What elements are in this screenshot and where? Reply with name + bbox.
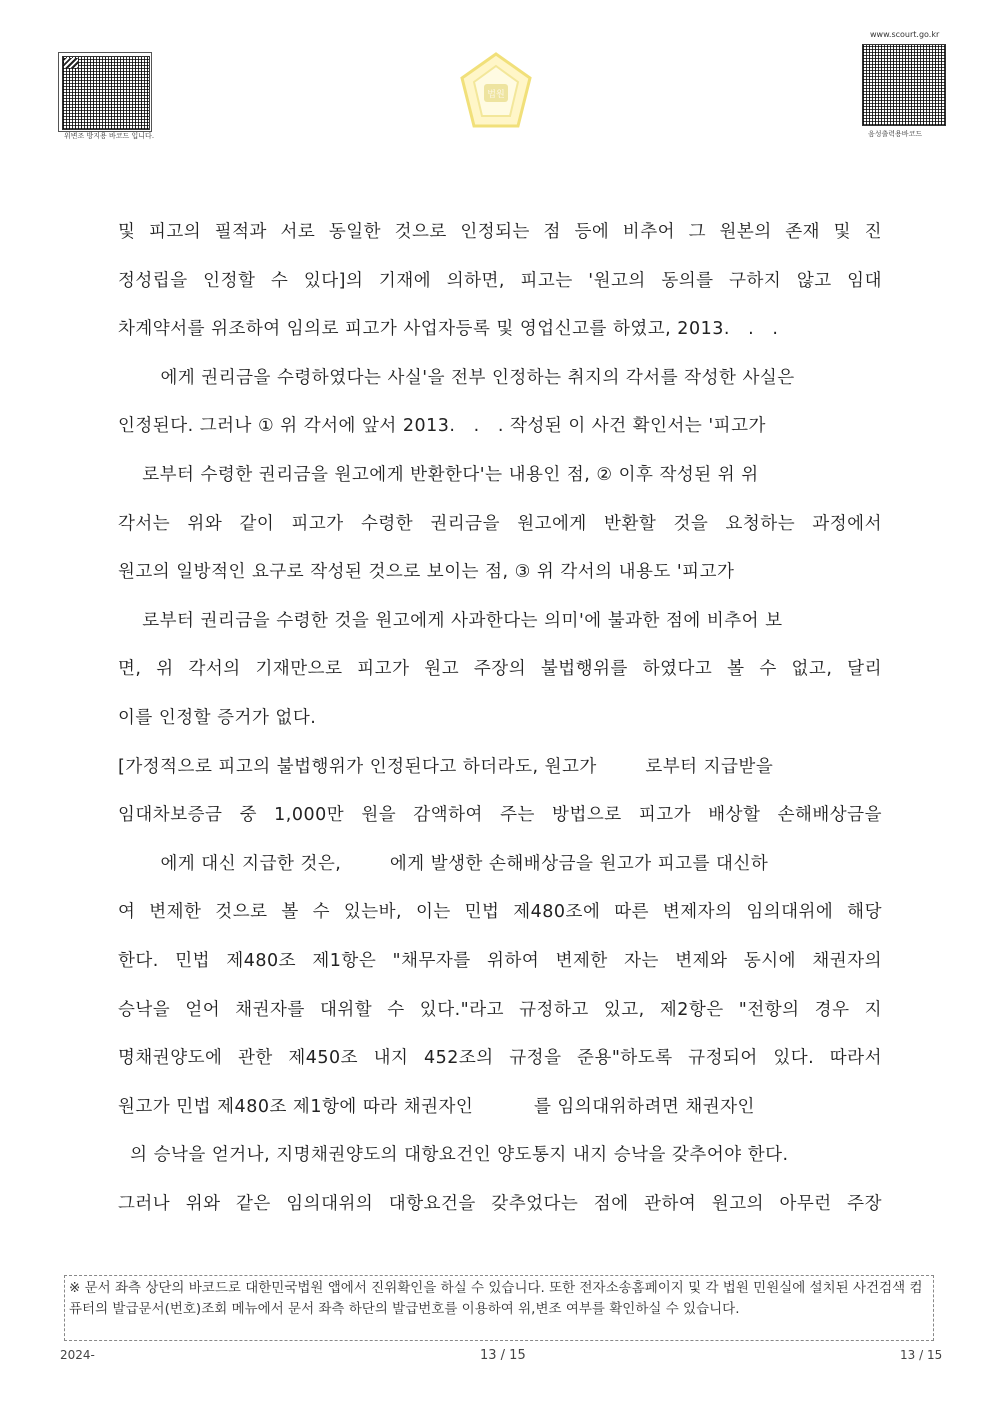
page-number-right: 13 / 15 — [900, 1348, 943, 1362]
body-line: 그러나 위와 같은 임의대위의 대항요건을 갖추었다는 점에 관하여 원고의 아무런 주장 — [118, 1193, 882, 1214]
page-number-center: 13 / 15 — [480, 1348, 526, 1363]
verification-notice: ※ 문서 좌측 상단의 바코드로 대한민국법원 앱에서 진위확인을 하실 수 있습니다. 또한 전자소송홈페이지 및 각 법원 민원실에 설치된 사건검색 컴퓨터의 발급문서(번호)조회 메뉴에서 문서 좌측 하단의 발급번호를 이용하여 위,변조 여부를 확인하실 수 있습니다. — [64, 1275, 934, 1341]
court-url: www.scourt.go.kr — [870, 30, 940, 39]
body-line: 정성립을 인정할 수 있다]의 기재에 의하면, 피고는 '원고의 동의를 구하지 않고 임대 — [118, 270, 882, 291]
body-line: 면, 위 각서의 기재만으로 피고가 원고 주장의 불법행위를 하였다고 볼 수 없고, 달리 — [118, 659, 882, 680]
emblem-text: 법원 — [487, 90, 505, 100]
body-line: 로부터 권리금을 수령한 것을 원고에게 사과한다는 의미'에 불과한 점에 비추어 보 — [118, 610, 783, 631]
body-line: 여 변제한 것으로 볼 수 있는바, 이는 민법 제480조에 따른 변제자의 임의대위에 해당 — [118, 902, 882, 923]
body-line: 에게 대신 지급한 것은, 에게 발생한 손해배상금을 원고가 피고를 대신하 — [118, 853, 769, 874]
issue-number: 2024- — [60, 1348, 95, 1362]
body-line: 원고의 일방적인 요구로 작성된 것으로 보이는 점, ③ 위 각서의 내용도 '피고가 — [118, 562, 735, 583]
body-line: 및 피고의 필적과 서로 동일한 것으로 인정되는 점 등에 비추어 그 원본의 존재 및 진 — [118, 222, 882, 242]
body-line: 에게 권리금을 수령하였다는 사실'을 전부 인정하는 취지의 각서를 작성한 사실은 — [118, 367, 795, 388]
body-line: 명채권양도에 관한 제450조 내지 452조의 규정을 준용"하도록 규정되어 있다. 따라서 — [118, 1048, 882, 1069]
body-line: 이를 인정할 증거가 없다. — [118, 707, 317, 728]
body-line: 승낙을 얻어 채권자를 대위할 수 있다."라고 규정하고 있고, 제2항은 "전항의 경우 지 — [118, 999, 882, 1020]
body-line: 한다. 민법 제480조 제1항은 "채무자를 위하여 변제한 자는 변제와 동시에 채권자의 — [118, 950, 882, 971]
barcode-corner-mark — [64, 58, 78, 68]
body-line: [가정적으로 피고의 불법행위가 인정된다고 하더라도, 원고가 로부터 지급받을 — [118, 756, 774, 777]
court-emblem-icon — [456, 50, 536, 136]
body-line: 각서는 위와 같이 피고가 수령한 권리금을 원고에게 반환할 것을 요청하는 과정에서 — [118, 513, 882, 534]
voice-output-barcode — [862, 44, 946, 126]
body-line: 임대차보증금 중 1,000만 원을 감액하여 주는 방법으로 피고가 배상할 손해배상금을 — [118, 805, 882, 826]
body-line: 원고가 민법 제480조 제1항에 따라 채권자인 를 임의대위하려면 채권자인 — [118, 1096, 755, 1117]
voice-output-barcode-caption: 음성출력용바코드 — [868, 130, 923, 138]
body-line: 인정된다. 그러나 ① 위 각서에 앞서 2013. . . 작성된 이 사건 확인서는 '피고가 — [118, 416, 766, 437]
body-line: 의 승낙을 얻거나, 지명채권양도의 대항요건인 양도통지 내지 승낙을 갖추어야 한다. — [118, 1145, 789, 1166]
body-line: 차계약서를 위조하여 임의로 피고가 사업자등록 및 영업신고를 하였고, 2013. . . — [118, 319, 779, 340]
anti-forgery-barcode-caption: 위변조 방지용 바코드 입니다. — [64, 132, 155, 140]
document-body — [118, 208, 882, 1228]
body-line: 로부터 수령한 권리금을 원고에게 반환한다'는 내용인 점, ② 이후 작성된 위 위 — [118, 464, 759, 485]
